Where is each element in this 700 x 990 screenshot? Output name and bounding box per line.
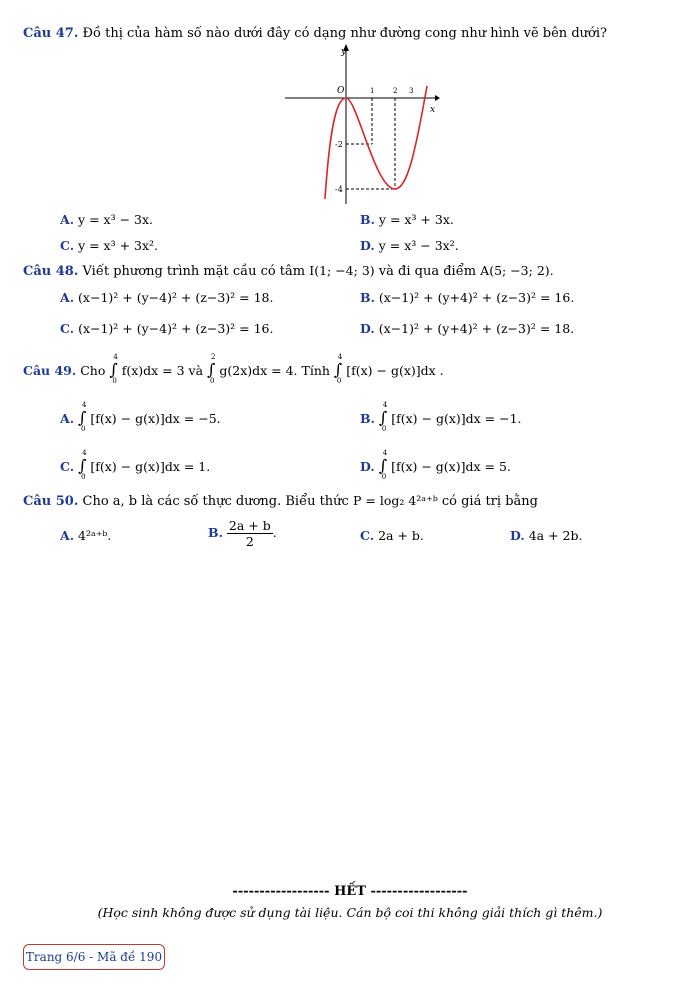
upper-bound: 4 xyxy=(113,353,118,361)
upper-bound: 4 xyxy=(82,401,87,409)
lower-bound: 0 xyxy=(210,377,215,385)
q48-text-middle: và đi qua điểm xyxy=(378,264,477,279)
option-letter: A. xyxy=(60,290,75,305)
q48-text-before: Viết phương trình mặt cầu có tâm xyxy=(82,264,306,279)
option-text: y = x³ − 3x. xyxy=(78,212,153,227)
q49-int3-expr: [f(x) − g(x)]dx . xyxy=(346,363,444,378)
q50-option-d[interactable] xyxy=(510,528,583,543)
option-text: [f(x) − g(x)]dx = 5. xyxy=(391,459,511,474)
x-axis-arrow xyxy=(435,95,440,101)
option-text: [f(x) − g(x)]dx = −5. xyxy=(90,411,221,426)
option-letter: B. xyxy=(360,290,375,305)
option-text: (x−1)² + (y+4)² + (z−3)² = 16. xyxy=(378,290,575,305)
q49-option-d[interactable] xyxy=(360,449,511,481)
q47-graph xyxy=(285,44,440,204)
option-letter: A. xyxy=(60,411,75,426)
upper-bound: 2 xyxy=(211,353,216,361)
q49-va: và xyxy=(188,363,204,378)
option-letter: A. xyxy=(60,212,75,227)
q48-option-b[interactable] xyxy=(360,290,574,305)
fraction-numerator: 2a + b xyxy=(228,518,271,533)
q49-integral-3: ∫ 4 0 xyxy=(333,353,343,385)
q50-label: Câu 50. xyxy=(23,494,79,509)
lower-bound: 0 xyxy=(81,473,86,481)
q48-option-d[interactable] xyxy=(360,321,574,336)
q48-option-c[interactable] xyxy=(60,321,274,336)
q47-option-a[interactable] xyxy=(60,212,153,227)
q48-stem xyxy=(23,263,554,279)
page-footer xyxy=(23,944,165,970)
option-text: y = x³ − 3x². xyxy=(378,238,459,253)
option-letter: A. xyxy=(60,528,75,543)
option-text: (x−1)² + (y+4)² + (z−3)² = 18. xyxy=(378,321,575,336)
end-note: (Học sinh không được sử dụng tài liệu. Cán bộ coi thi không giải thích gì thêm.) xyxy=(97,905,603,920)
upper-bound: 4 xyxy=(82,449,87,457)
q50-option-a[interactable] xyxy=(60,528,111,543)
option-text: 2a + b. xyxy=(378,528,424,543)
q50-text: Cho a, b là các số thực dương. Biểu thức xyxy=(82,494,349,509)
lower-bound: 0 xyxy=(336,377,342,385)
q48-label: Câu 48. xyxy=(23,264,79,279)
q49-option-a[interactable] xyxy=(60,401,221,433)
q49-integral-1: ∫ 4 0 xyxy=(109,353,118,385)
q47-label: Câu 47. xyxy=(23,26,79,41)
q47-text: Đồ thị của hàm số nào dưới đây có dạng như đường cong như hình vẽ bên dưới? xyxy=(82,26,607,41)
x-axis-label: x xyxy=(430,105,436,115)
q48-point: A(5; −3; 2). xyxy=(480,263,554,278)
upper-bound: 4 xyxy=(382,401,388,409)
q49-option-b[interactable] xyxy=(360,401,522,433)
x-tick-3: 3 xyxy=(409,87,414,95)
option-letter: D. xyxy=(360,321,375,336)
origin-label: O xyxy=(337,86,345,96)
q50-option-b[interactable] xyxy=(208,518,277,549)
q50-text-after: có giá trị bằng xyxy=(441,494,538,509)
q49-int2-expr: g(2x)dx = 4 xyxy=(219,363,294,378)
y-tick-minus4: -4 xyxy=(335,185,343,194)
q48-option-a[interactable] xyxy=(60,290,273,305)
option-letter: C. xyxy=(60,238,75,253)
q47-option-c[interactable] xyxy=(60,238,158,253)
option-letter: D. xyxy=(510,528,525,543)
option-letter: B. xyxy=(360,411,375,426)
upper-bound: 4 xyxy=(337,353,343,361)
q49-stem xyxy=(23,353,444,385)
option-tail: . xyxy=(272,525,277,540)
q49-label: Câu 49. xyxy=(23,363,77,378)
y-axis-label: y xyxy=(341,47,347,57)
option-letter: B. xyxy=(208,525,223,540)
option-text: y = x³ + 3x². xyxy=(78,238,159,253)
option-text: 4²ᵃ⁺ᵇ. xyxy=(78,528,112,543)
fraction xyxy=(227,518,273,549)
option-text: [f(x) − g(x)]dx = 1. xyxy=(90,459,211,474)
x-tick-1: 1 xyxy=(370,87,375,95)
q49-int1-expr: f(x)dx = 3 xyxy=(121,363,185,378)
q47-stem xyxy=(23,26,607,41)
option-letter: C. xyxy=(60,459,75,474)
integral-sign: ∫ 4 0 xyxy=(378,449,388,481)
end-marker: ------------------ HẾT ------------------ xyxy=(232,884,468,899)
q47-option-d[interactable] xyxy=(360,238,459,253)
q47-option-b[interactable] xyxy=(360,212,454,227)
fraction-denominator: 2 xyxy=(245,534,254,549)
integral-sign: ∫ 4 0 xyxy=(78,401,87,433)
option-letter: D. xyxy=(360,238,375,253)
q49-option-c[interactable] xyxy=(60,449,211,481)
q50-stem xyxy=(23,493,538,509)
q49-integral-2: ∫ 2 0 xyxy=(207,353,216,385)
option-letter: D. xyxy=(360,459,375,474)
lower-bound: 0 xyxy=(81,425,86,433)
option-letter: C. xyxy=(360,528,375,543)
q49-cho: Cho xyxy=(80,363,106,378)
q48-center: I(1; −4; 3) xyxy=(309,263,375,278)
footer-text: Trang 6/6 - Mã đề 190 xyxy=(25,950,163,964)
q50-expr: P = log₂ 4²ᵃ⁺ᵇ xyxy=(352,493,438,508)
q50-option-c[interactable] xyxy=(360,528,424,543)
lower-bound: 0 xyxy=(381,425,387,433)
option-text: [f(x) − g(x)]dx = −1. xyxy=(391,411,522,426)
lower-bound: 0 xyxy=(381,473,387,481)
upper-bound: 4 xyxy=(382,449,388,457)
option-letter: B. xyxy=(360,212,375,227)
q49-tinh: . Tính xyxy=(293,363,330,378)
option-text: (x−1)² + (y−4)² + (z−3)² = 16. xyxy=(78,321,274,336)
y-tick-minus2: -2 xyxy=(335,140,343,149)
option-text: y = x³ + 3x. xyxy=(378,212,454,227)
integral-sign: ∫ 4 0 xyxy=(378,401,388,433)
option-letter: C. xyxy=(60,321,75,336)
option-text: 4a + 2b. xyxy=(528,528,583,543)
x-tick-2: 2 xyxy=(393,87,398,95)
option-text: (x−1)² + (y−4)² + (z−3)² = 18. xyxy=(78,290,274,305)
lower-bound: 0 xyxy=(112,377,117,385)
integral-sign: ∫ 4 0 xyxy=(78,449,87,481)
